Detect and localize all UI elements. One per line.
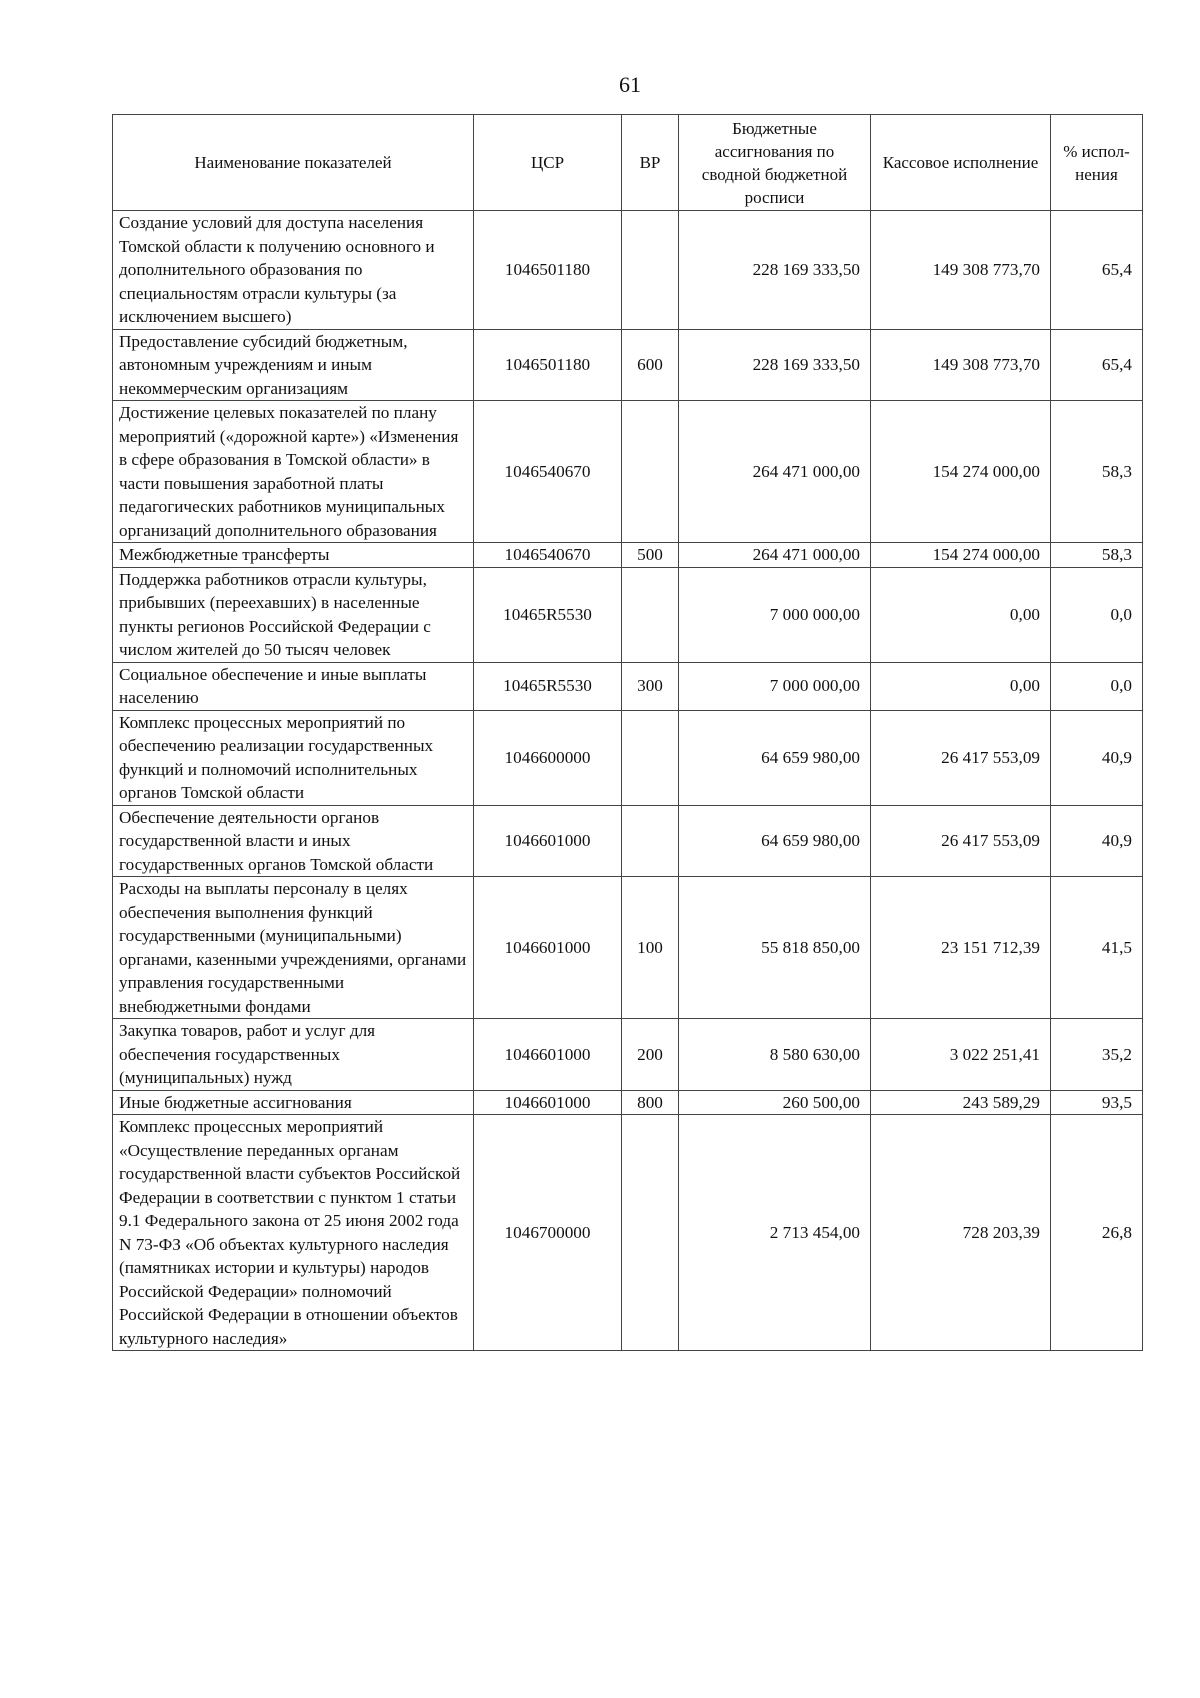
cell-name: Комплекс процессных мероприятий по обеспечению реализации государственных функций и полномочий исполнительных органов Томской области (113, 710, 474, 805)
cell-budget: 228 169 333,50 (679, 211, 871, 330)
cell-percent: 65,4 (1051, 211, 1143, 330)
cell-cash: 728 203,39 (871, 1115, 1051, 1351)
cell-budget: 8 580 630,00 (679, 1019, 871, 1091)
cell-budget: 7 000 000,00 (679, 567, 871, 662)
header-percent: % испол-нения (1051, 115, 1143, 211)
header-vr: ВР (622, 115, 679, 211)
cell-csr: 1046601000 (474, 1019, 622, 1091)
cell-percent: 0,0 (1051, 567, 1143, 662)
cell-percent: 40,9 (1051, 805, 1143, 877)
cell-cash: 154 274 000,00 (871, 401, 1051, 543)
cell-percent: 0,0 (1051, 662, 1143, 710)
cell-cash: 243 589,29 (871, 1090, 1051, 1115)
cell-vr: 500 (622, 543, 679, 568)
table-header (113, 115, 1143, 211)
table-row (113, 211, 1143, 330)
cell-csr: 1046540670 (474, 401, 622, 543)
cell-csr: 10465R5530 (474, 567, 622, 662)
table-row (113, 877, 1143, 1019)
cell-percent: 41,5 (1051, 877, 1143, 1019)
cell-vr (622, 401, 679, 543)
cell-vr: 200 (622, 1019, 679, 1091)
cell-cash: 0,00 (871, 567, 1051, 662)
table-row (113, 401, 1143, 543)
cell-percent: 58,3 (1051, 401, 1143, 543)
table-row (113, 710, 1143, 805)
header-cash: Кассовое исполнение (871, 115, 1051, 211)
cell-budget: 264 471 000,00 (679, 401, 871, 543)
budget-table (112, 114, 1143, 1351)
table-row (113, 805, 1143, 877)
cell-name: Закупка товаров, работ и услуг для обеспечения государственных (муниципальных) нужд (113, 1019, 474, 1091)
cell-name: Предоставление субсидий бюджетным, автономным учреждениям и иным некоммерческим организациям (113, 329, 474, 401)
cell-csr: 1046501180 (474, 329, 622, 401)
cell-vr (622, 805, 679, 877)
header-csr: ЦСР (474, 115, 622, 211)
cell-cash: 0,00 (871, 662, 1051, 710)
cell-vr: 100 (622, 877, 679, 1019)
cell-csr: 1046601000 (474, 1090, 622, 1115)
cell-cash: 149 308 773,70 (871, 329, 1051, 401)
cell-budget: 2 713 454,00 (679, 1115, 871, 1351)
cell-name: Расходы на выплаты персоналу в целях обеспечения выполнения функций государственными (муниципальными) органами, казенными учреждениями, органами управления государственными внебюджетными фондами (113, 877, 474, 1019)
cell-name: Иные бюджетные ассигнования (113, 1090, 474, 1115)
cell-cash: 149 308 773,70 (871, 211, 1051, 330)
cell-name: Обеспечение деятельности органов государственной власти и иных государственных органов Томской области (113, 805, 474, 877)
table-row (113, 567, 1143, 662)
cell-percent: 40,9 (1051, 710, 1143, 805)
cell-csr: 10465R5530 (474, 662, 622, 710)
cell-cash: 3 022 251,41 (871, 1019, 1051, 1091)
cell-csr: 1046600000 (474, 710, 622, 805)
table-row (113, 1090, 1143, 1115)
cell-name: Достижение целевых показателей по плану мероприятий («дорожной карте») «Изменения в сфере образования в Томской области» в части повышения заработной платы педагогических работников муниципальных организаций дополнительного образования (113, 401, 474, 543)
table-row (113, 1019, 1143, 1091)
cell-vr: 300 (622, 662, 679, 710)
cell-csr: 1046601000 (474, 805, 622, 877)
cell-budget: 55 818 850,00 (679, 877, 871, 1019)
header-row (113, 115, 1143, 211)
cell-csr: 1046501180 (474, 211, 622, 330)
cell-csr: 1046540670 (474, 543, 622, 568)
cell-budget: 64 659 980,00 (679, 805, 871, 877)
cell-budget: 260 500,00 (679, 1090, 871, 1115)
cell-vr (622, 211, 679, 330)
header-budget: Бюджетные ассигнования по сводной бюджетной росписи (679, 115, 871, 211)
cell-name: Социальное обеспечение и иные выплаты населению (113, 662, 474, 710)
header-name: Наименование показателей (113, 115, 474, 211)
table-row (113, 543, 1143, 568)
cell-budget: 228 169 333,50 (679, 329, 871, 401)
cell-budget: 64 659 980,00 (679, 710, 871, 805)
table-body (113, 211, 1143, 1351)
cell-name: Создание условий для доступа населения Томской области к получению основного и дополнительного образования по специальностям отрасли культуры (за исключением высшего) (113, 211, 474, 330)
cell-cash: 26 417 553,09 (871, 710, 1051, 805)
cell-cash: 154 274 000,00 (871, 543, 1051, 568)
cell-budget: 7 000 000,00 (679, 662, 871, 710)
page-number: 61 (619, 72, 641, 97)
cell-vr: 800 (622, 1090, 679, 1115)
cell-vr (622, 1115, 679, 1351)
cell-vr (622, 567, 679, 662)
cell-percent: 26,8 (1051, 1115, 1143, 1351)
cell-cash: 26 417 553,09 (871, 805, 1051, 877)
cell-name: Межбюджетные трансферты (113, 543, 474, 568)
cell-vr: 600 (622, 329, 679, 401)
table-row (113, 1115, 1143, 1351)
cell-csr: 1046700000 (474, 1115, 622, 1351)
cell-name: Комплекс процессных мероприятий «Осуществление переданных органам государственной власти субъектов Российской Федерации в соответствии с пунктом 1 статьи 9.1 Федерального закона от 25 июня 2002 года N 73-ФЗ «Об объектах культурного наследия (памятниках истории и культуры) народов Российской Федерации» полномочий Российской Федерации в отношении объектов культурного наследия» (113, 1115, 474, 1351)
cell-vr (622, 710, 679, 805)
cell-percent: 65,4 (1051, 329, 1143, 401)
table-row (113, 662, 1143, 710)
cell-cash: 23 151 712,39 (871, 877, 1051, 1019)
cell-budget: 264 471 000,00 (679, 543, 871, 568)
table-row (113, 329, 1143, 401)
cell-percent: 93,5 (1051, 1090, 1143, 1115)
cell-percent: 58,3 (1051, 543, 1143, 568)
cell-percent: 35,2 (1051, 1019, 1143, 1091)
cell-name: Поддержка работников отрасли культуры, прибывших (переехавших) в населенные пункты регионов Российской Федерации с числом жителей до 50 тысяч человек (113, 567, 474, 662)
cell-csr: 1046601000 (474, 877, 622, 1019)
